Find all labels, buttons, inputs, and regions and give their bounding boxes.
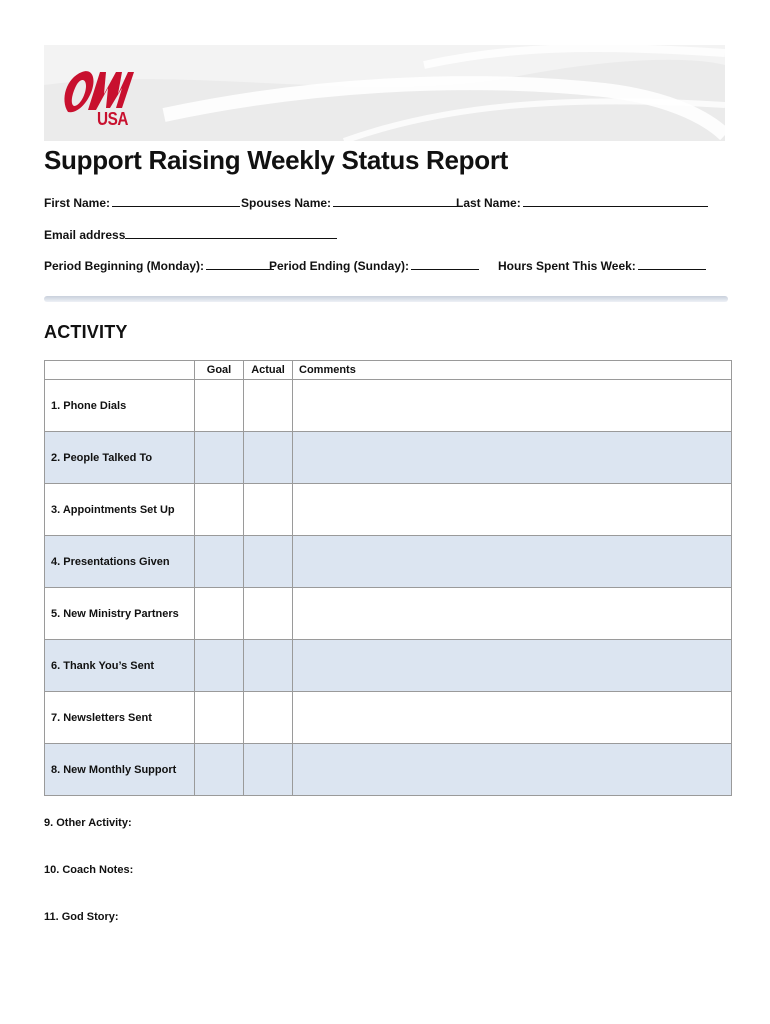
row-label: 4. Presentations Given — [45, 536, 195, 588]
goal-cell[interactable] — [195, 380, 244, 432]
table-row — [45, 744, 732, 796]
first-name-label: First Name: — [44, 196, 111, 210]
first-name-field[interactable] — [44, 195, 240, 210]
actual-cell[interactable] — [244, 640, 293, 692]
table-row — [45, 640, 732, 692]
goal-cell[interactable] — [195, 588, 244, 640]
table-row — [45, 380, 732, 432]
activity-table — [44, 360, 732, 796]
actual-cell[interactable] — [244, 692, 293, 744]
coach-notes-label[interactable]: 10. Coach Notes: — [44, 864, 134, 876]
logo-usa-text: USA — [97, 109, 129, 129]
god-story-label[interactable]: 11. God Story: — [44, 911, 119, 923]
table-row — [45, 588, 732, 640]
row-label: 7. Newsletters Sent — [45, 692, 195, 744]
hours-spent-field[interactable] — [498, 258, 706, 273]
actual-cell[interactable] — [244, 744, 293, 796]
hours-spent-label: Hours Spent This Week: — [498, 259, 636, 273]
header-actual: Actual — [244, 361, 293, 380]
goal-cell[interactable] — [195, 640, 244, 692]
header-banner — [44, 45, 725, 141]
goal-cell[interactable] — [195, 484, 244, 536]
spouses-name-field[interactable] — [241, 195, 461, 210]
comments-cell[interactable] — [293, 432, 732, 484]
header-goal: Goal — [195, 361, 244, 380]
actual-cell[interactable] — [244, 536, 293, 588]
goal-cell[interactable] — [195, 536, 244, 588]
row-label: 1. Phone Dials — [45, 380, 195, 432]
table-row — [45, 536, 732, 588]
comments-cell[interactable] — [293, 380, 732, 432]
table-row — [45, 484, 732, 536]
goal-cell[interactable] — [195, 692, 244, 744]
table-row — [45, 692, 732, 744]
row-label: 3. Appointments Set Up — [45, 484, 195, 536]
actual-cell[interactable] — [244, 380, 293, 432]
period-ending-field[interactable] — [269, 258, 479, 273]
email-field[interactable] — [44, 227, 337, 242]
comments-cell[interactable] — [293, 744, 732, 796]
table-header-row — [45, 361, 732, 380]
header-label — [45, 361, 195, 380]
row-label: 2. People Talked To — [45, 432, 195, 484]
actual-cell[interactable] — [244, 588, 293, 640]
row-label: 5. New Ministry Partners — [45, 588, 195, 640]
activity-heading: ACTIVITY — [44, 322, 128, 342]
period-beginning-label: Period Beginning (Monday): — [44, 259, 204, 273]
page-title: Support Raising Weekly Status Report — [44, 145, 509, 175]
row-label: 8. New Monthly Support — [45, 744, 195, 796]
period-ending-label: Period Ending (Sunday): — [269, 259, 409, 273]
actual-cell[interactable] — [244, 432, 293, 484]
section-divider — [44, 296, 728, 302]
actual-cell[interactable] — [244, 484, 293, 536]
comments-cell[interactable] — [293, 692, 732, 744]
spouses-name-label: Spouses Name: — [241, 196, 332, 210]
comments-cell[interactable] — [293, 640, 732, 692]
period-beginning-field[interactable] — [44, 258, 274, 273]
comments-cell[interactable] — [293, 484, 732, 536]
email-label: Email address — [44, 228, 126, 242]
goal-cell[interactable] — [195, 744, 244, 796]
other-activity-label[interactable]: 9. Other Activity: — [44, 817, 132, 829]
last-name-field[interactable] — [456, 195, 708, 210]
goal-cell[interactable] — [195, 432, 244, 484]
row-label: 6. Thank You’s Sent — [45, 640, 195, 692]
comments-cell[interactable] — [293, 536, 732, 588]
comments-cell[interactable] — [293, 588, 732, 640]
last-name-label: Last Name: — [456, 196, 521, 210]
header-comments: Comments — [293, 361, 732, 380]
table-row — [45, 432, 732, 484]
